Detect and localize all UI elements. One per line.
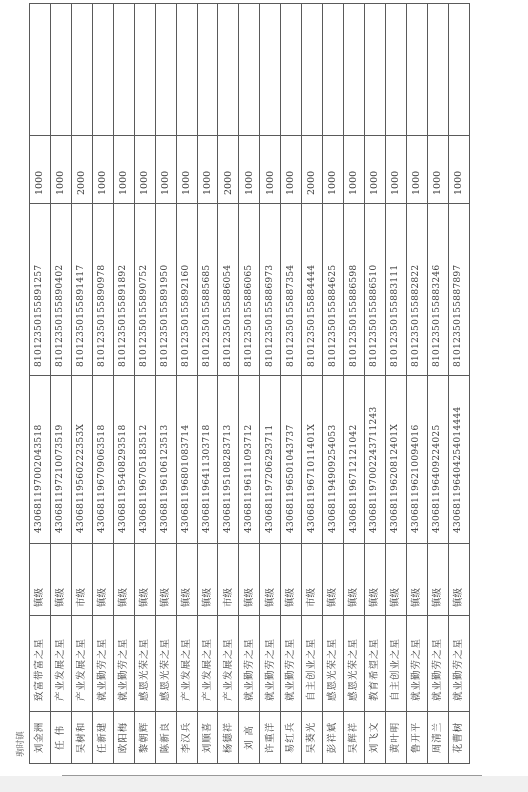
blank-cell xyxy=(113,4,134,136)
blank-cell xyxy=(281,4,302,136)
level-cell: 镇级 xyxy=(427,544,448,616)
account-cell: 81012350155886065 xyxy=(239,204,260,376)
category-cell: 产业发展之星 xyxy=(50,616,71,712)
id-number-cell: 430681196501043737 xyxy=(281,376,302,544)
amount-cell: 1000 xyxy=(281,136,302,204)
table-row xyxy=(323,4,344,764)
id-number-cell: 430681196712121042 xyxy=(344,376,365,544)
id-number-cell: 430681197002243711243 xyxy=(365,376,386,544)
name-cell: 吴辉祥 xyxy=(344,712,365,764)
name-cell: 吴树和 xyxy=(71,712,92,764)
account-cell: 81012350155883246 xyxy=(427,204,448,376)
blank-cell xyxy=(385,4,406,136)
name-cell: 吴葵光 xyxy=(302,712,323,764)
id-number-cell: 430681196705183512 xyxy=(134,376,155,544)
table-row xyxy=(239,4,260,764)
level-cell: 镇级 xyxy=(365,544,386,616)
amount-cell: 1000 xyxy=(176,136,197,204)
name-cell: 许重洋 xyxy=(260,712,281,764)
level-cell: 市级 xyxy=(302,544,323,616)
name-cell: 任 伟 xyxy=(50,712,71,764)
award-table-container xyxy=(29,4,470,764)
account-cell: 81012350155883111 xyxy=(385,204,406,376)
amount-cell: 1000 xyxy=(344,136,365,204)
blank-cell xyxy=(50,4,71,136)
name-cell: 陈新良 xyxy=(155,712,176,764)
level-cell: 镇级 xyxy=(406,544,427,616)
category-cell: 产业发展之星 xyxy=(71,616,92,712)
category-cell: 就业勤劳之星 xyxy=(427,616,448,712)
amount-cell: 1000 xyxy=(197,136,218,204)
name-cell: 刘顺喜 xyxy=(197,712,218,764)
amount-cell: 1000 xyxy=(50,136,71,204)
level-cell: 市级 xyxy=(218,544,239,616)
category-cell: 自主创业之星 xyxy=(385,616,406,712)
account-cell: 81012350155884444 xyxy=(302,204,323,376)
table-row xyxy=(50,4,71,764)
table-row xyxy=(197,4,218,764)
id-number-cell: 430681196404254014444 xyxy=(448,376,469,544)
blank-cell xyxy=(197,4,218,136)
table-row xyxy=(134,4,155,764)
id-number-cell: 43068119560222353X xyxy=(71,376,92,544)
table-row xyxy=(92,4,113,764)
level-cell: 镇级 xyxy=(155,544,176,616)
account-cell: 81012350155890752 xyxy=(134,204,155,376)
category-cell: 感恩光荣之星 xyxy=(344,616,365,712)
account-cell: 81012350155882822 xyxy=(406,204,427,376)
table-row xyxy=(406,4,427,764)
account-cell: 81012350155891257 xyxy=(30,204,51,376)
table-row xyxy=(176,4,197,764)
blank-cell xyxy=(92,4,113,136)
table-row xyxy=(260,4,281,764)
level-cell: 镇级 xyxy=(50,544,71,616)
category-cell: 致富带富之星 xyxy=(30,616,51,712)
amount-cell: 1000 xyxy=(113,136,134,204)
account-cell: 81012350155887897 xyxy=(448,204,469,376)
level-cell: 镇级 xyxy=(239,544,260,616)
amount-cell: 1000 xyxy=(323,136,344,204)
category-cell: 就业勤劳之星 xyxy=(239,616,260,712)
category-cell: 就业勤劳之星 xyxy=(406,616,427,712)
award-table-body xyxy=(30,4,470,764)
level-cell: 镇级 xyxy=(260,544,281,616)
blank-cell xyxy=(30,4,51,136)
account-cell: 81012350155890978 xyxy=(92,204,113,376)
level-cell: 镇级 xyxy=(113,544,134,616)
table-row xyxy=(344,4,365,764)
id-number-cell: 430681196801083714 xyxy=(176,376,197,544)
account-cell: 81012350155885685 xyxy=(197,204,218,376)
blank-cell xyxy=(134,4,155,136)
amount-cell: 1000 xyxy=(260,136,281,204)
account-cell: 81012350155890402 xyxy=(50,204,71,376)
amount-cell: 1000 xyxy=(30,136,51,204)
viewer-bottom-bar xyxy=(0,776,528,792)
blank-cell xyxy=(365,4,386,136)
blank-cell xyxy=(155,4,176,136)
category-cell: 就业勤劳之星 xyxy=(260,616,281,712)
table-row xyxy=(448,4,469,764)
id-number-cell: 430681196106123513 xyxy=(155,376,176,544)
category-cell: 感恩光荣之星 xyxy=(155,616,176,712)
table-row xyxy=(155,4,176,764)
account-cell: 81012350155891417 xyxy=(71,204,92,376)
amount-cell: 1000 xyxy=(239,136,260,204)
level-cell: 镇级 xyxy=(323,544,344,616)
table-row xyxy=(427,4,448,764)
blank-cell xyxy=(448,4,469,136)
blank-cell xyxy=(323,4,344,136)
name-cell: 刘 高 xyxy=(239,712,260,764)
level-cell: 镇级 xyxy=(134,544,155,616)
account-cell: 81012350155892160 xyxy=(176,204,197,376)
name-cell: 杨德祥 xyxy=(218,712,239,764)
amount-cell: 2000 xyxy=(218,136,239,204)
id-number-cell: 430681195408293518 xyxy=(113,376,134,544)
account-cell: 81012350155891950 xyxy=(155,204,176,376)
town-label: 驹时镇 xyxy=(16,731,26,757)
account-cell: 81012350155886973 xyxy=(260,204,281,376)
level-cell: 镇级 xyxy=(30,544,51,616)
table-row xyxy=(281,4,302,764)
account-cell: 81012350155887354 xyxy=(281,204,302,376)
account-cell: 81012350155886510 xyxy=(365,204,386,376)
id-number-cell: 43068119620812401X xyxy=(385,376,406,544)
table-row xyxy=(302,4,323,764)
amount-cell: 1000 xyxy=(134,136,155,204)
amount-cell: 1000 xyxy=(448,136,469,204)
level-cell: 镇级 xyxy=(385,544,406,616)
table-row xyxy=(71,4,92,764)
account-cell: 81012350155891892 xyxy=(113,204,134,376)
amount-cell: 1000 xyxy=(406,136,427,204)
id-number-cell: 430681196709063518 xyxy=(92,376,113,544)
level-cell: 镇级 xyxy=(197,544,218,616)
name-cell: 刘飞文 xyxy=(365,712,386,764)
id-number-cell: 430681196411303718 xyxy=(197,376,218,544)
blank-cell xyxy=(302,4,323,136)
amount-cell: 1000 xyxy=(155,136,176,204)
category-cell: 产业发展之星 xyxy=(176,616,197,712)
table-row xyxy=(113,4,134,764)
name-cell: 任新建 xyxy=(92,712,113,764)
account-cell: 81012350155886054 xyxy=(218,204,239,376)
category-cell: 感恩光荣之星 xyxy=(323,616,344,712)
level-cell: 镇级 xyxy=(281,544,302,616)
account-cell: 81012350155886598 xyxy=(344,204,365,376)
id-number-cell: 430681197002043518 xyxy=(30,376,51,544)
category-cell: 感恩光荣之星 xyxy=(134,616,155,712)
id-number-cell: 430681196111093712 xyxy=(239,376,260,544)
name-cell: 彭祥斌 xyxy=(323,712,344,764)
name-cell: 花曹树 xyxy=(448,712,469,764)
blank-cell xyxy=(344,4,365,136)
category-cell: 就业勤劳之星 xyxy=(92,616,113,712)
blank-cell xyxy=(260,4,281,136)
category-cell: 就业勤劳之星 xyxy=(113,616,134,712)
blank-cell xyxy=(406,4,427,136)
id-number-cell: 430681196409224025 xyxy=(427,376,448,544)
amount-cell: 1000 xyxy=(365,136,386,204)
table-row xyxy=(385,4,406,764)
name-cell: 刘金洲 xyxy=(30,712,51,764)
table-row xyxy=(218,4,239,764)
id-number-cell: 430681194909254053 xyxy=(323,376,344,544)
name-cell: 鲁开平 xyxy=(406,712,427,764)
category-cell: 产业发展之星 xyxy=(197,616,218,712)
blank-cell xyxy=(427,4,448,136)
blank-cell xyxy=(71,4,92,136)
category-cell: 自主创业之星 xyxy=(302,616,323,712)
amount-cell: 2000 xyxy=(71,136,92,204)
id-number-cell: 430681197210073519 xyxy=(50,376,71,544)
category-cell: 产业发展之星 xyxy=(218,616,239,712)
blank-cell xyxy=(218,4,239,136)
id-number-cell: 430681197206293711 xyxy=(260,376,281,544)
blank-cell xyxy=(239,4,260,136)
id-number-cell: 43068119671011401X xyxy=(302,376,323,544)
amount-cell: 1000 xyxy=(427,136,448,204)
category-cell: 教育希望之星 xyxy=(365,616,386,712)
level-cell: 镇级 xyxy=(176,544,197,616)
name-cell: 李汉兵 xyxy=(176,712,197,764)
blank-cell xyxy=(176,4,197,136)
level-cell: 镇级 xyxy=(448,544,469,616)
id-number-cell: 430681195108283713 xyxy=(218,376,239,544)
level-cell: 市级 xyxy=(71,544,92,616)
id-number-cell: 430681196210094016 xyxy=(406,376,427,544)
account-cell: 81012350155884625 xyxy=(323,204,344,376)
amount-cell: 1000 xyxy=(92,136,113,204)
name-cell: 黎朝辉 xyxy=(134,712,155,764)
table-row xyxy=(365,4,386,764)
amount-cell: 1000 xyxy=(385,136,406,204)
level-cell: 镇级 xyxy=(92,544,113,616)
name-cell: 欧阳梅 xyxy=(113,712,134,764)
level-cell: 镇级 xyxy=(344,544,365,616)
award-table xyxy=(29,3,470,764)
table-row xyxy=(30,4,51,764)
category-cell: 就业勤劳之星 xyxy=(281,616,302,712)
category-cell: 就业勤劳之星 xyxy=(448,616,469,712)
amount-cell: 2000 xyxy=(302,136,323,204)
name-cell: 周清兰 xyxy=(427,712,448,764)
name-cell: 易红兵 xyxy=(281,712,302,764)
name-cell: 黄叶明 xyxy=(385,712,406,764)
